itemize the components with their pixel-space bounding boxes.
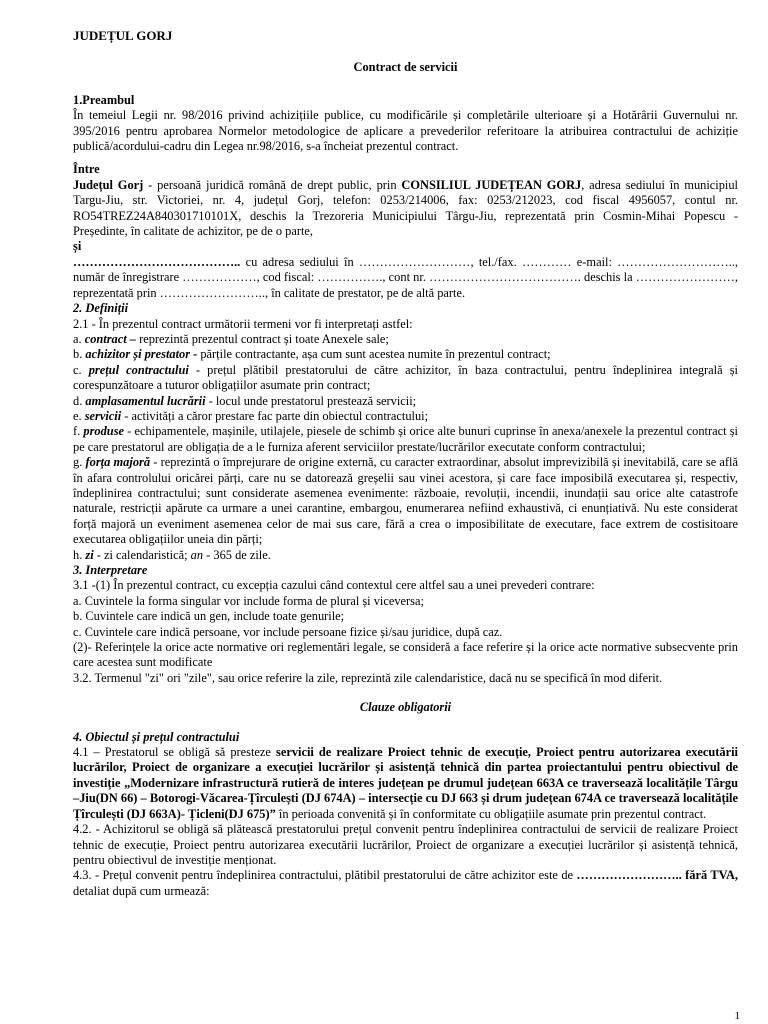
definition-item [73,363,738,394]
clause-4-3-price: …………………….. fără TVA, [576,868,738,883]
definition-prefix: e. [73,408,85,423]
parties-heading: Între [73,162,100,177]
definition-term: forța majoră [85,455,151,470]
definition-item [73,332,738,347]
definition-text: - reprezintă o împrejurare de origine externă, cu caracter extraordinar, absolut imprevizibilă și inevitabilă, care se află în afara controlului oricărei părți, care nu se datorează greșelii sau vinei acestora, și care face imposibilă executarea și, respectiv, îndeplinirea contractului; sunt considerate asemenea evenimente: războaie, revoluții, incendii, inundații sau orice alte catastrofe naturale, restricții apărute ca urmare a unei carantine, embargou, enumerarea nefiind exhaustivă, ci enunțiativă. Nu este considerat forță majoră un eveniment asemenea celor de mai sus care, fără a crea o imposibilitate de executare, face extrem de costisitoare executarea obligațiilor uneia din părți; [73,455,738,547]
definition-term: amplasamentul lucrării [85,393,206,408]
party-one-text-a: - persoană juridică română de drept public, prin [143,177,402,192]
definition-prefix: a. [73,331,85,346]
party-one-paragraph [73,178,738,240]
definitions-heading: 2. Definiții [73,301,129,316]
party-one-name: Județul Gorj [73,177,144,192]
definition-prefix: b. [73,347,86,362]
definition-item [73,548,738,563]
object-heading: 4. Obiectul și prețul contractului [73,729,240,744]
clause-4-1-services: servicii de realizare Proiect tehnic de execuție, Proiect pentru autorizarea executării lucrărilor, Proiect de organizare a execuției lucrărilor și asistență tehnică din partea proiectantului pentru obiectivul de investiție „Modernizare infrastructură rutieră de interes județean pe drumul județean 663A ce traversează localitățile Târgu –Jiu(DN 66) – Botorogi-Văcarea-Țîrculești (DJ 674A) – intersecție cu DJ 663 și drum județean 674A ce traversează localitățile Țîrculești (DJ 663A)- Țicleni(DJ 675)” [73,745,738,821]
preamble-text: În temeiul Legii nr. 98/2016 privind achizițiile publice, cu modificările și completările ulterioare și a Hotărârii Guvernului nr. 395/2016 pentru aprobarea Normelor metodologice de aplicare a prevederilor referitoare la atribuirea contractului de achiziție publică/acordului-cadru din Legea nr.98/2016, s-a încheiat prezentul contract. [73,108,738,154]
definition-prefix: d. [73,393,86,408]
preamble-heading: 1.Preambul [73,92,135,107]
clause-4-1-intro: 4.1 – Prestatorul se obligă să presteze [73,745,276,760]
interpretation-p3: 3.2. Termenul "zi" ori "zile", sau orice referire la zile, reprezintă zile calendaristice, dacă nu se specifică în mod diferit. [73,670,663,685]
clause-4-2: 4.2. - Achizitorul se obligă să plătească prestatorului prețul convenit pentru îndeplinirea contractului de servicii de realizare Proiect tehnic de execuție, Proiect pentru autorizarea executării lucrărilor, Proiect de organizare a execuției lucrărilor și asistență tehnică, pentru obiectivul de investiție menționat. [73,822,738,867]
clause-4-3 [73,868,738,899]
definition-term: achizitor și prestator - [85,347,198,362]
mandatory-clauses-heading: Clauze obligatorii [359,700,452,715]
definition-prefix: c. [73,362,89,377]
definition-text-2: - 365 de zile. [203,547,271,562]
definition-text: - activități a căror prestare fac parte din obiectul contractului; [121,408,429,423]
definitions-list [73,332,738,548]
interpretation-p2: (2)- Referințele la orice acte normative ori reglementări legale, se consideră a face referire și la orice acte normative subsecvente prin care acestea sunt modificate [73,640,738,670]
definition-text: - locul unde prestatorul prestează servicii; [205,393,417,408]
definition-text: părțile contractante, așa cum sunt acestea numite în prezentul contract; [197,347,551,362]
definition-text: - prețul plătibil prestatorului de către achizitor, în baza contractului, pentru îndeplinirea integrală și corespunzătoare a tuturor obligațiilor asumate prin contract; [73,362,738,393]
party-two-paragraph [73,255,738,301]
party-one-text-b: , adresa sediului în municipiul Targu-Jiu, str. Victoriei, nr. 4, județul Gorj, telefon: 0253/214006, fax: 0253/212023, cod fiscal 4956057, contul nr. RO54TREZ24A840301710101X, deschis la Trezoreria Municipiului Târgu-Jiu, reprezentată prin Cosmin-Mihai Popescu - Președinte, în calitate de achizitor, pe de o parte, [73,177,738,239]
definition-term: prețul contractului [88,362,189,377]
clause-4-1 [73,745,738,822]
definition-item [73,394,738,409]
page-number: 1 [734,1010,740,1022]
interpretation-b: b. Cuvintele care indică un gen, include toate genurile; [73,609,345,624]
definition-item [73,424,738,455]
definition-text: - zi calendaristică; [93,547,191,562]
document-page [73,28,738,899]
clause-4-1-end: în perioada convenită și în conformitate cu obligațiile asumate prin prezentul contract. [275,806,707,821]
definition-item [73,455,738,547]
definition-prefix: h. [73,547,86,562]
interpretation-p1: 3.1 -(1) În prezentul contract, cu excepția cazului când contextul cere altfel sau a unei prevederi contrare: [73,578,595,593]
definition-term: servicii [84,408,122,423]
definitions-intro: 2.1 - În prezentul contract următorii termeni vor fi interpretați astfel: [73,316,413,331]
clause-4-3-end: detaliat după cum urmează: [73,883,210,898]
definition-term-an: an [190,547,204,562]
party-two-dots: ………………………………….. [73,254,241,269]
party-one-council: CONSILIUL JUDEȚEAN GORJ [401,177,582,192]
definition-item [73,409,738,424]
definition-term: produse [83,424,125,439]
interpretation-c: c. Cuvintele care indică persoane, vor include persoane fizice și/sau juridice, după caz. [73,624,503,639]
definition-prefix: f. [73,424,84,439]
clause-4-3-intro: 4.3. - Prețul convenit pentru îndeplinirea contractului, plătibil prestatorului de către achizitor este de [73,868,577,883]
party-two-text: cu adresa sediului în ………………………, tel./fax. ………… e-mail: ……………………….., număr de înregistrare ………………, cod fiscal: ……………., cont nr. ………………………………. deschis la ……………………, reprezentată prin …………………….., în calitate de prestator, pe de altă parte. [73,254,738,300]
definition-term: zi [85,547,94,562]
parties-and: și [73,239,82,254]
definition-text: - echipamentele, mașinile, utilajele, piesele de schimb și orice alte bunuri cuprinse în anexa/anexele la prezentul contract și pe care prestatorul are obligația de a le furniza aferent serviciilor prestate/lucrărilor executate conform contractului; [73,424,738,454]
definition-item [73,347,738,362]
definition-text: reprezintă prezentul contract și toate Anexele sale; [135,331,389,346]
county-header: JUDEȚUL GORJ [73,28,173,43]
interpretation-heading: 3. Interpretare [73,563,148,577]
definition-prefix: g. [73,455,86,470]
interpretation-a: a. Cuvintele la forma singular vor include forma de plural și viceversa; [73,593,424,608]
definition-term: contract – [84,331,136,346]
contract-title: Contract de servicii [353,60,458,75]
